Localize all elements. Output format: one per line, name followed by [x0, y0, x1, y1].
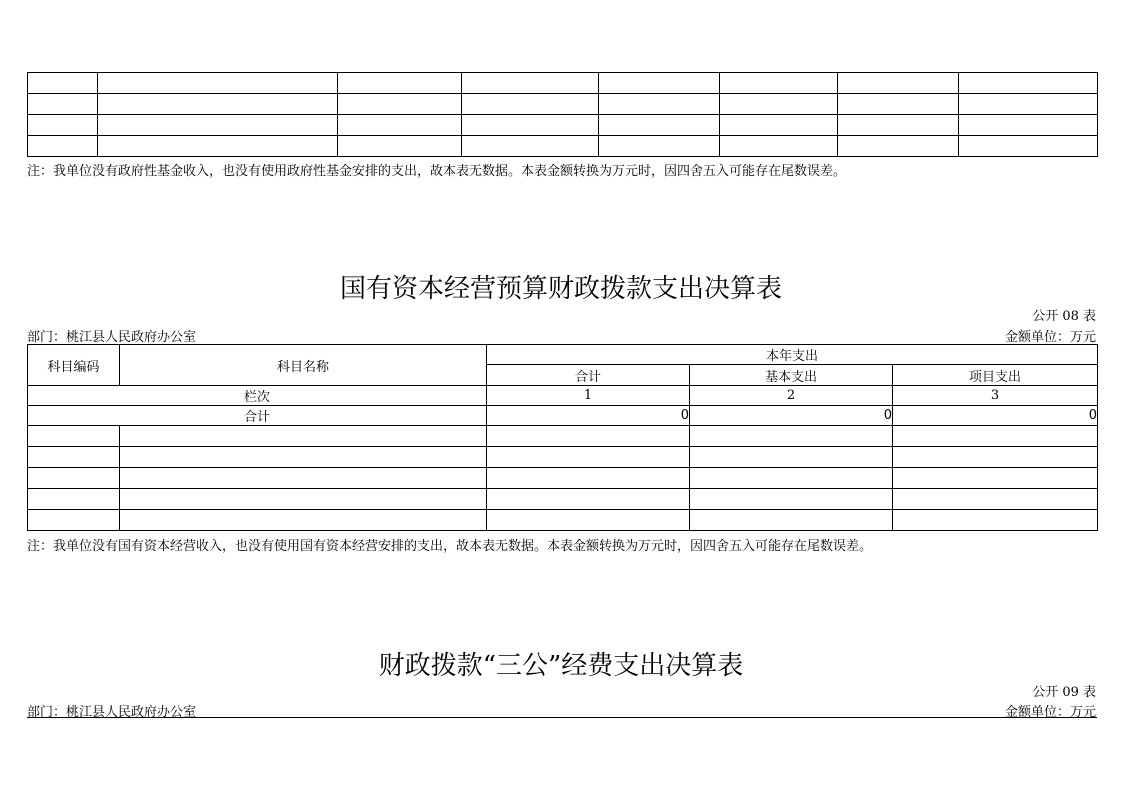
- table-row: [28, 73, 1098, 94]
- form-number: 公开 09 表: [1032, 685, 1096, 700]
- table-row: [28, 468, 1098, 489]
- basic-value: 0: [690, 406, 893, 426]
- amount-unit-label: 金额单位：万元: [1004, 705, 1096, 720]
- table-row: [28, 489, 1098, 510]
- state-capital-table: [27, 344, 1098, 531]
- three-public-table-title: 财政拨款“三公”经费支出决算表: [378, 651, 744, 681]
- total-value: 0: [487, 406, 690, 426]
- total-row: [28, 406, 1098, 426]
- header-project: 项目支出: [893, 365, 1098, 386]
- department-label: 部门：桃江县人民政府办公室: [27, 705, 197, 720]
- header-code: 科目编码: [28, 345, 120, 386]
- header-current-year: 本年支出: [487, 345, 1098, 365]
- table-row: [28, 94, 1098, 115]
- header-rule: [27, 717, 1097, 718]
- header-row: [28, 345, 1098, 365]
- table-row: [28, 136, 1098, 157]
- total-row-label: 合计: [28, 406, 487, 426]
- column-index-3: 3: [893, 386, 1098, 406]
- department-label: 部门：桃江县人民政府办公室: [27, 330, 197, 345]
- form-number: 公开 08 表: [1032, 309, 1096, 324]
- project-value: 0: [893, 406, 1098, 426]
- state-capital-table-title: 国有资本经营预算财政拨款支出决算表: [339, 274, 782, 304]
- table-row: [28, 426, 1098, 447]
- table-row: [28, 115, 1098, 136]
- column-index-row: [28, 386, 1098, 406]
- amount-unit-label: 金额单位：万元: [1004, 330, 1096, 345]
- column-index-2: 2: [690, 386, 893, 406]
- column-index-label: 栏次: [28, 386, 487, 406]
- header-name: 科目名称: [120, 345, 487, 386]
- fund-table-note: 注：我单位没有政府性基金收入，也没有使用政府性基金安排的支出，故本表无数据。本表金额转换为万元时，因四舍五入可能存在尾数误差。: [27, 164, 847, 179]
- table-row: [28, 447, 1098, 468]
- column-index-1: 1: [487, 386, 690, 406]
- header-total: 合计: [487, 365, 690, 386]
- table-row: [28, 510, 1098, 531]
- header-basic: 基本支出: [690, 365, 893, 386]
- fund-table-remainder: [27, 72, 1098, 157]
- state-capital-note: 注：我单位没有国有资本经营收入，也没有使用国有资本经营安排的支出，故本表无数据。本表金额转换为万元时，因四舍五入可能存在尾数误差。: [27, 539, 873, 554]
